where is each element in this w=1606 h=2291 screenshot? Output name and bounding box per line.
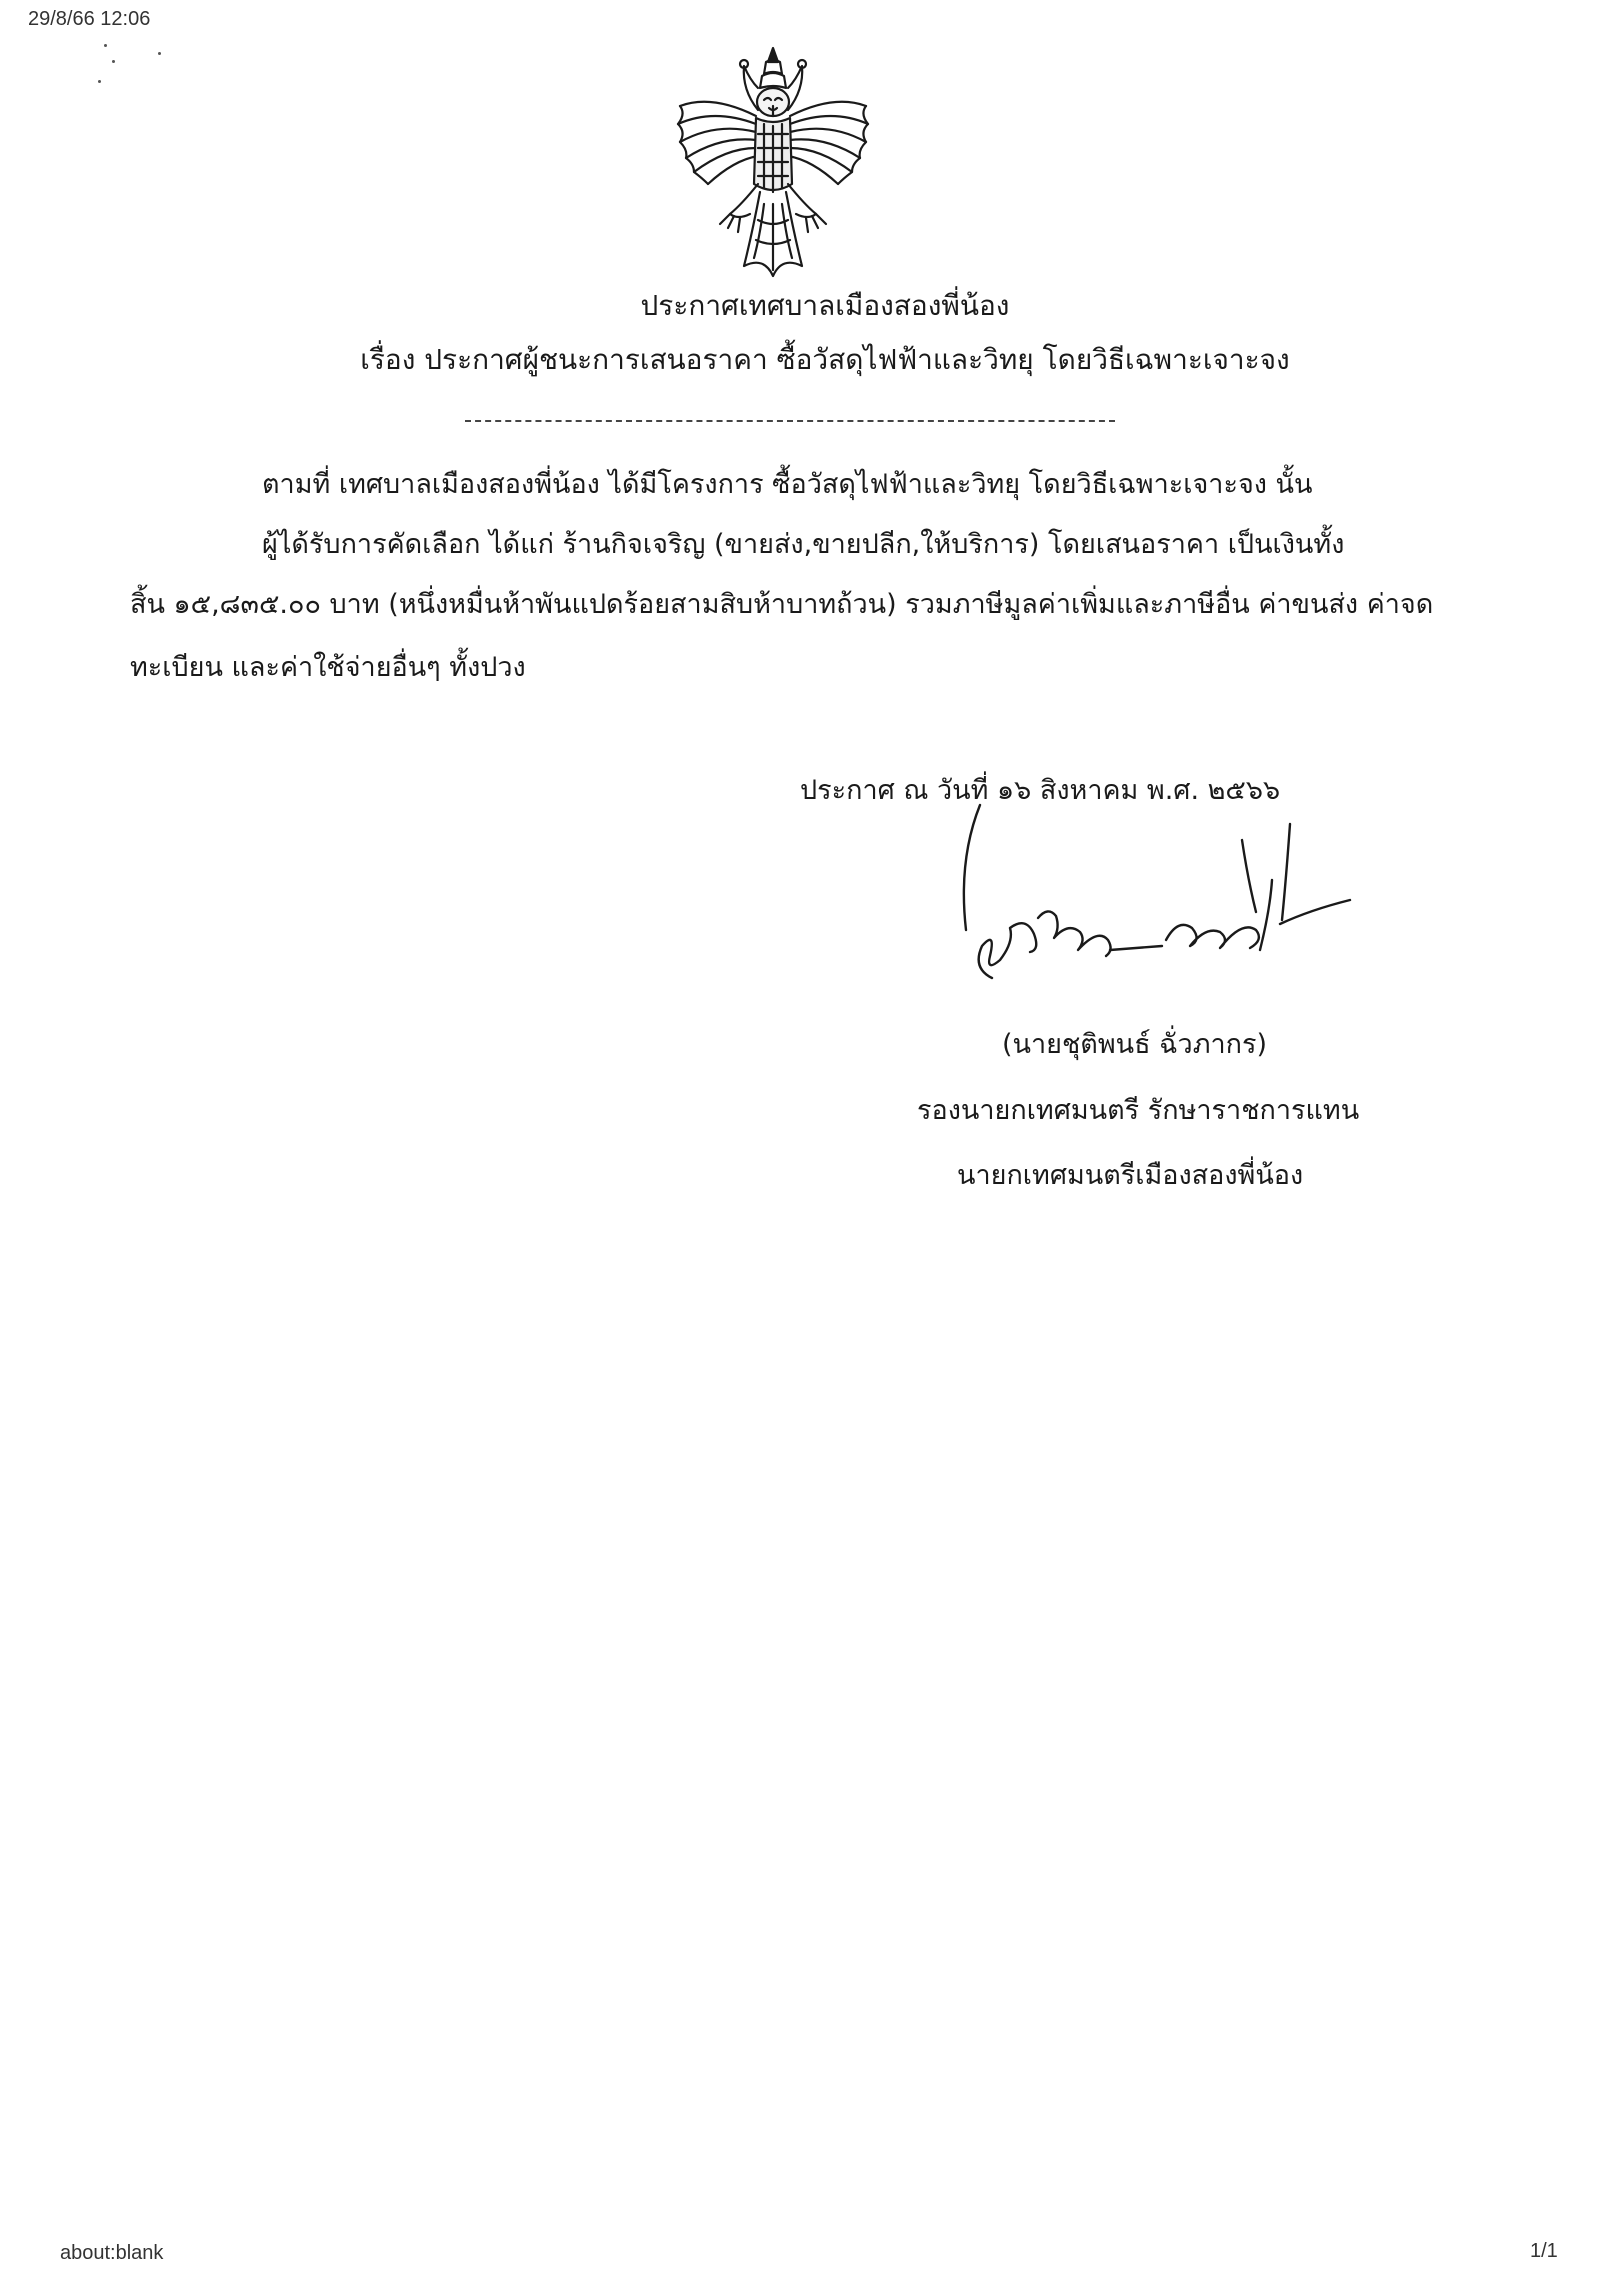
scan-speck (98, 80, 101, 83)
signatory-office: นายกเทศมนตรีเมืองสองพี่น้อง (957, 1160, 1304, 1191)
announcement-subject: เรื่อง ประกาศผู้ชนะการเสนอราคา ซื้อวัสดุไฟฟ้าและวิทยุ โดยวิธีเฉพาะเจาะจง (360, 343, 1290, 376)
signatory-position: รองนายกเทศมนตรี รักษาราชการแทน (917, 1095, 1360, 1126)
dashed-divider (465, 420, 1115, 422)
scan-speck (104, 44, 107, 47)
handwritten-signature (930, 800, 1380, 990)
body-line-1: ตามที่ เทศบาลเมืองสองพี่น้อง ได้มีโครงการ ซื้อวัสดุไฟฟ้าและวิทยุ โดยวิธีเฉพาะเจาะจง นั้น (262, 469, 1313, 500)
garuda-emblem-icon (672, 44, 874, 280)
announcement-title: ประกาศเทศบาลเมืองสองพี่น้อง (640, 289, 1010, 322)
signatory-name: (นายชุติพนธ์ ฉั่วภากร) (1002, 1029, 1268, 1060)
announcement-date: ประกาศ ณ วันที่ ๑๖ สิงหาคม พ.ศ. ๒๕๖๖ (800, 775, 1281, 806)
scan-speck (158, 52, 161, 55)
body-line-3: สิ้น ๑๕,๘๓๕.๐๐ บาท (หนึ่งหมื่นห้าพันแปดร้อยสามสิบห้าบาทถ้วน) รวมภาษีมูลค่าเพิ่มและภาษีอื่น ค่าขนส่ง ค่าจด (130, 589, 1434, 620)
print-footer-url: about:blank (60, 2242, 164, 2264)
body-line-4: ทะเบียน และค่าใช้จ่ายอื่นๆ ทั้งปวง (130, 652, 526, 683)
print-header-datetime: 29/8/66 12:06 (28, 8, 151, 30)
body-line-2: ผู้ได้รับการคัดเลือก ได้แก่ ร้านกิจเจริญ (ขายส่ง,ขายปลีก,ให้บริการ) โดยเสนอราคา เป็นเงินทั้ง (262, 529, 1345, 560)
scan-speck (112, 60, 115, 63)
print-footer-page: 1/1 (1530, 2240, 1558, 2262)
